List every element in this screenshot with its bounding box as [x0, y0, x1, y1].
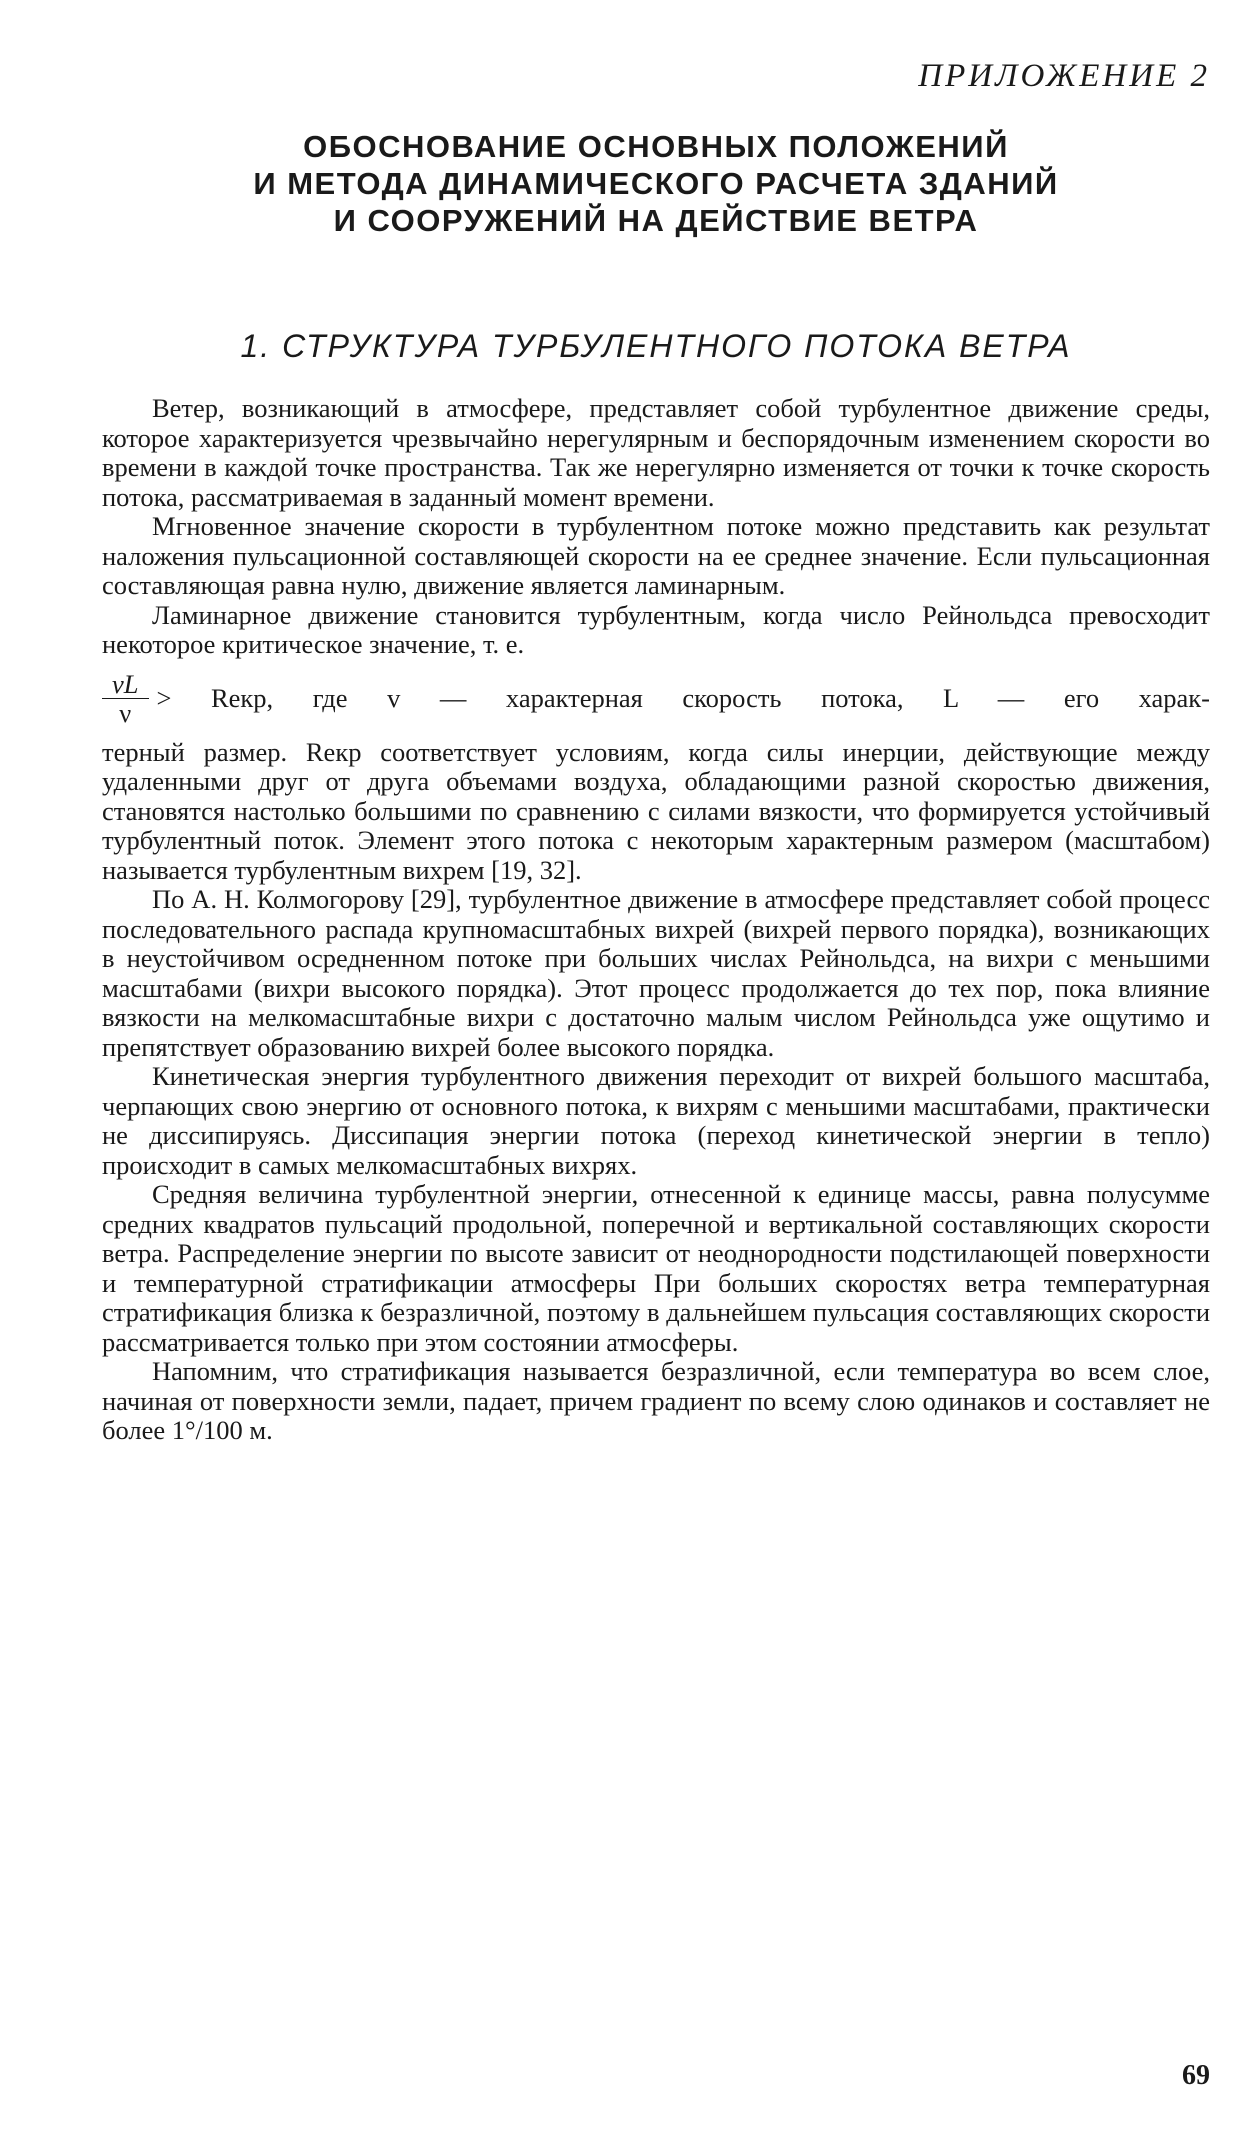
appendix-label: ПРИЛОЖЕНИЕ 2: [918, 58, 1210, 94]
main-title-line-1: ОБОСНОВАНИЕ ОСНОВНЫХ ПОЛОЖЕНИЙ: [303, 129, 1009, 164]
fraction-numerator: vL: [102, 670, 149, 699]
reynolds-fraction: [102, 670, 149, 727]
paragraph-1: Ветер, возникающий в атмосфере, представляет собой турбулентное движение среды, которое характеризуется чрезвычайно нерегулярным и беспорядочным изменением скорости во времени в каждой точке пространства. Так же нерегулярно изменяется от точки к точке скорость потока, рассматриваемая в заданный момент времени.: [102, 393, 1210, 512]
main-title-line-3: И СООРУЖЕНИЙ НА ДЕЙСТВИЕ ВЕТРА: [333, 203, 979, 238]
formula-text: > Reкр, где v — характерная скорость потока, L — его харак-: [156, 682, 1210, 713]
main-title: [102, 128, 1210, 239]
paragraph-6: Средняя величина турбулентной энергии, отнесенной к единице массы, равна полусумме средних квадратов пульсаций продольной, поперечной и вертикальной составляющих скорости ветра. Распределение энергии по высоте зависит от неоднородности подстилающей поверхности и температурной стратификации атмосферы При больших скоростях ветра температурная стратификация близка к безразличной, поэтому в дальнейшем пульсация составляющих скорости рассматривается только при этом состоянии атмосферы.: [102, 1179, 1210, 1357]
paragraph-4: По А. Н. Колмогорову [29], турбулентное движение в атмосфере представляет собой процесс последовательного распада крупномасштабных вихрей (вихрей первого порядка), возникающих в неустойчивом осредненном потоке при больших числах Рейнольдса, на вихри с меньшими масштабами (вихри высокого порядка). Этот процесс продолжается до тех пор, пока влияние вязкости на мелкомасштабные вихри с достаточно малым числом Рейнольдса уже ощутимо и препятствует образованию вихрей более высокого порядка.: [102, 884, 1210, 1062]
paragraph-5: Кинетическая энергия турбулентного движения переходит от вихрей большого масштаба, черпающих свою энергию от основного потока, к вихрям с меньшими масштабами, практически не диссипируясь. Диссипация энергии потока (переход кинетической энергии в тепло) происходит в самых мелкомасштабных вихрях.: [102, 1061, 1210, 1180]
reynolds-formula-line: [102, 660, 1210, 738]
paragraph-7: Напомним, что стратификация называется безразличной, если температура во всем слое, начиная от поверхности земли, падает, причем градиент по всему слою одинаков и составляет не более 1°/100 м.: [102, 1356, 1210, 1445]
paragraph-3-end: терный размер. Reкр соответствует условиям, когда силы инерции, действующие между удаленными друг от друга объемами воздуха, обладающими разной скоростью движения, становятся настолько большими по сравнению с силами вязкости, что формируется устойчивый турбулентный поток. Элемент этого потока с некоторым характерным размером (масштабом) называется турбулентным вихрем [19, 32].: [102, 736, 1210, 885]
paragraph-3-start: Ламинарное движение становится турбулентным, когда число Рейнольдса превосходит некоторое критическое значение, т. е.: [102, 599, 1210, 659]
page-number: 69: [1182, 2060, 1210, 2091]
document-page: [102, 40, 1210, 2100]
body-text: [102, 394, 1210, 1446]
main-title-line-2: И МЕТОДА ДИНАМИЧЕСКОГО РАСЧЕТА ЗДАНИЙ: [253, 166, 1059, 201]
paragraph-2: Мгновенное значение скорости в турбулентном потоке можно представить как результат наложения пульсационной составляющей скорости на ее среднее значение. Если пульсационная составляющая равна нулю, движение является ламинарным.: [102, 511, 1210, 600]
fraction-denominator: ν: [119, 698, 132, 728]
section-title: 1. СТРУКТУРА ТУРБУЛЕНТНОГО ПОТОКА ВЕТРА: [240, 328, 1072, 364]
